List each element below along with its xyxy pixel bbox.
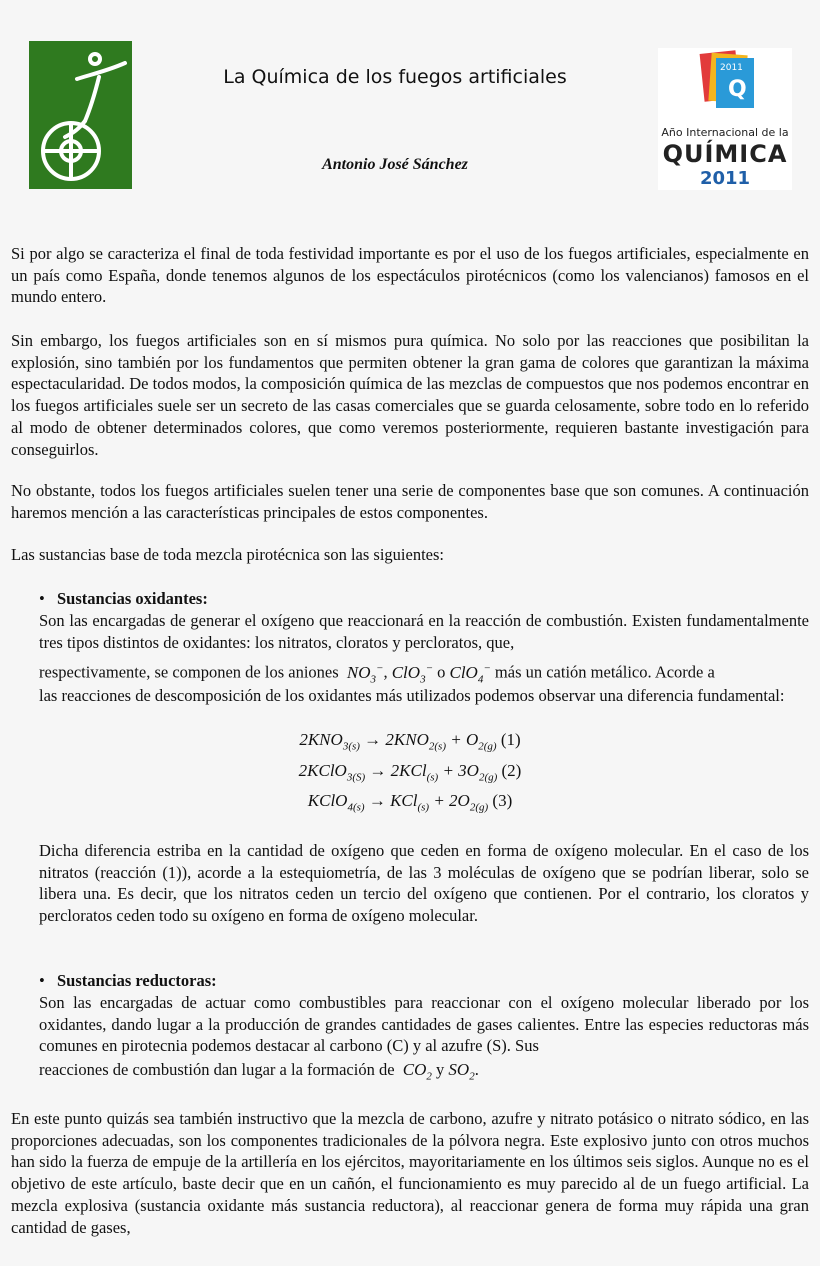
paragraph-2: Sin embargo, los fuegos artificiales son en sí mismos pura química. No solo por las reacciones que posibilitan la explosión, sino también por los fundamentos que permiten obtener la gran gama de colores que garantizan la máxima espectacularidad. De todos modos, la composición química de las mezclas de compuestos que nos podemos encontrar en los fuegos artificiales suele ser un secreto de las casas comerciales que se guarda celosamente, sobre todo en lo referido al modo de obtener determinados colores, que como veremos posteriormente, requieren bastante investigación para conseguirlos. <box>11 331 809 459</box>
paragraph-1: Si por algo se caracteriza el final de toda festividad importante es por el uso de los fuegos artificiales, especialmente en un país como España, donde tenemos algunos de los espectáculos pirotécnicos (como los valencianos) famosos en el mundo entero. <box>11 244 809 307</box>
logo-line-1: Año Internacional de la <box>661 126 789 139</box>
logo-line-3: 2011 <box>699 168 751 189</box>
logo-line-2: QUÍMICA <box>662 140 788 168</box>
oxidantes-anions-line: respectivamente, se componen de los aniones $NO_3^-$, ClO$_3$− o ClO$_4$− más un catión metálico. Acorde a <box>39 662 715 686</box>
quimica-2011-logo <box>658 48 792 190</box>
paragraph-3: No obstante, todos los fuegos artificiales suelen tener una serie de componentes base que son comunes. A continuación haremos mención a las características principales de estos componentes. <box>11 481 809 522</box>
formula-so2: $SO_2$ <box>448 1060 475 1083</box>
formula-co2: $CO_2$ <box>402 1060 432 1083</box>
reductoras-text-a: Son las encargadas de actuar como combustibles para reaccionar con el oxígeno molecular liberado por los oxidantes, dando lugar a la producción de grandes cantidades de gases calientes. Entre las especies reductoras más comunes en pirotecnia podemos destacar al carbono (C) y al azufre (S). Sus <box>39 993 809 1056</box>
bullet-reductoras <box>39 971 217 991</box>
combustion-text: reacciones de combustión dan lugar a la formación de <box>39 1060 395 1079</box>
quimica-flag-icon <box>658 48 792 128</box>
formula-clo3: ClO$_3$− <box>391 662 433 686</box>
equation-3: KClO$_{4(s)}$ → $KCl_{(s)} + 2O_{2(g)}$ (3) <box>307 791 513 814</box>
formula-no3: $NO_3^-$ <box>346 662 384 686</box>
bullet-dot: • <box>39 971 45 990</box>
oxidantes-text-c: las reacciones de descomposición de los oxidantes más utilizados podemos observar una diferencia fundamental: <box>39 686 785 705</box>
formula-clo4: ClO$_4$− <box>449 662 491 686</box>
bullet-reductoras-title: Sustancias reductoras: <box>57 971 217 990</box>
equation-2: 2KClO$_{3(S)}$ → $2KCl_{(s)} + 3O_{2(g)}$ (2) <box>298 761 522 784</box>
equation-1: $2KNO_{3(s)} \to 2KNO_{2(s)} + O_{2(g)}$ (1) <box>299 730 521 753</box>
paragraph-4: Las sustancias base de toda mezcla pirotécnica son las siguientes: <box>11 545 444 564</box>
oxidantes-text-a: Son las encargadas de generar el oxígeno que reaccionará en la reacción de combustión. Existen fundamentalmente tres tipos distintos de oxidantes: los nitratos, cloratos y percloratos, que, <box>39 611 809 652</box>
paragraph-5: En este punto quizás sea también instructivo que la mezcla de carbono, azufre y nitrato potásico o nitrato sódico, en las proporciones adecuadas, son los componentes tradicionales de la pólvora negra. Este explosivo junto con otros muchos han sido la fuerza de empuje de la artillería en los ejércitos, mayoritariamente en los últimos seis siglos. Aunque no es el objetivo de este artículo, baste decir que en un cañón, el funcionamiento es muy parecido al de un fuego artificial. La mezcla explosiva (sustancia oxidante más sustancia reductora), al reaccionar genera de forma muy rápida una gran cantidad de gases, <box>11 1109 809 1237</box>
anions-text: respectivamente, se componen de los aniones <box>39 662 339 682</box>
logo-year-small: 2011 <box>720 63 743 73</box>
document-title: La Química de los fuegos artificiales <box>223 66 567 88</box>
author-name: Antonio José Sánchez <box>322 156 468 173</box>
reductoras-combustion-line: reacciones de combustión dan lugar a la formación de $CO_2$ y $SO_2$. <box>39 1060 479 1083</box>
bullet-dot: • <box>39 589 45 608</box>
oxidantes-text-d: Dicha diferencia estriba en la cantidad de oxígeno que ceden en forma de oxígeno molecular. En el caso de los nitratos (reacción (1)), acorde a la estequiometría, de las 3 moléculas de oxígeno que se podrían liberar, solo se libera una. Es decir, que los nitratos ceden un tercio del oxígeno que contienen. Por el contrario, los cloratos y percloratos ceden todo su oxígeno en forma de oxígeno molecular. <box>39 841 809 926</box>
anions-text-end: más un catión metálico. Acorde a <box>494 662 715 682</box>
bullet-oxidantes <box>39 589 208 609</box>
bullet-oxidantes-title: Sustancias oxidantes: <box>57 589 208 608</box>
svg-text:Q: Q <box>728 77 747 102</box>
